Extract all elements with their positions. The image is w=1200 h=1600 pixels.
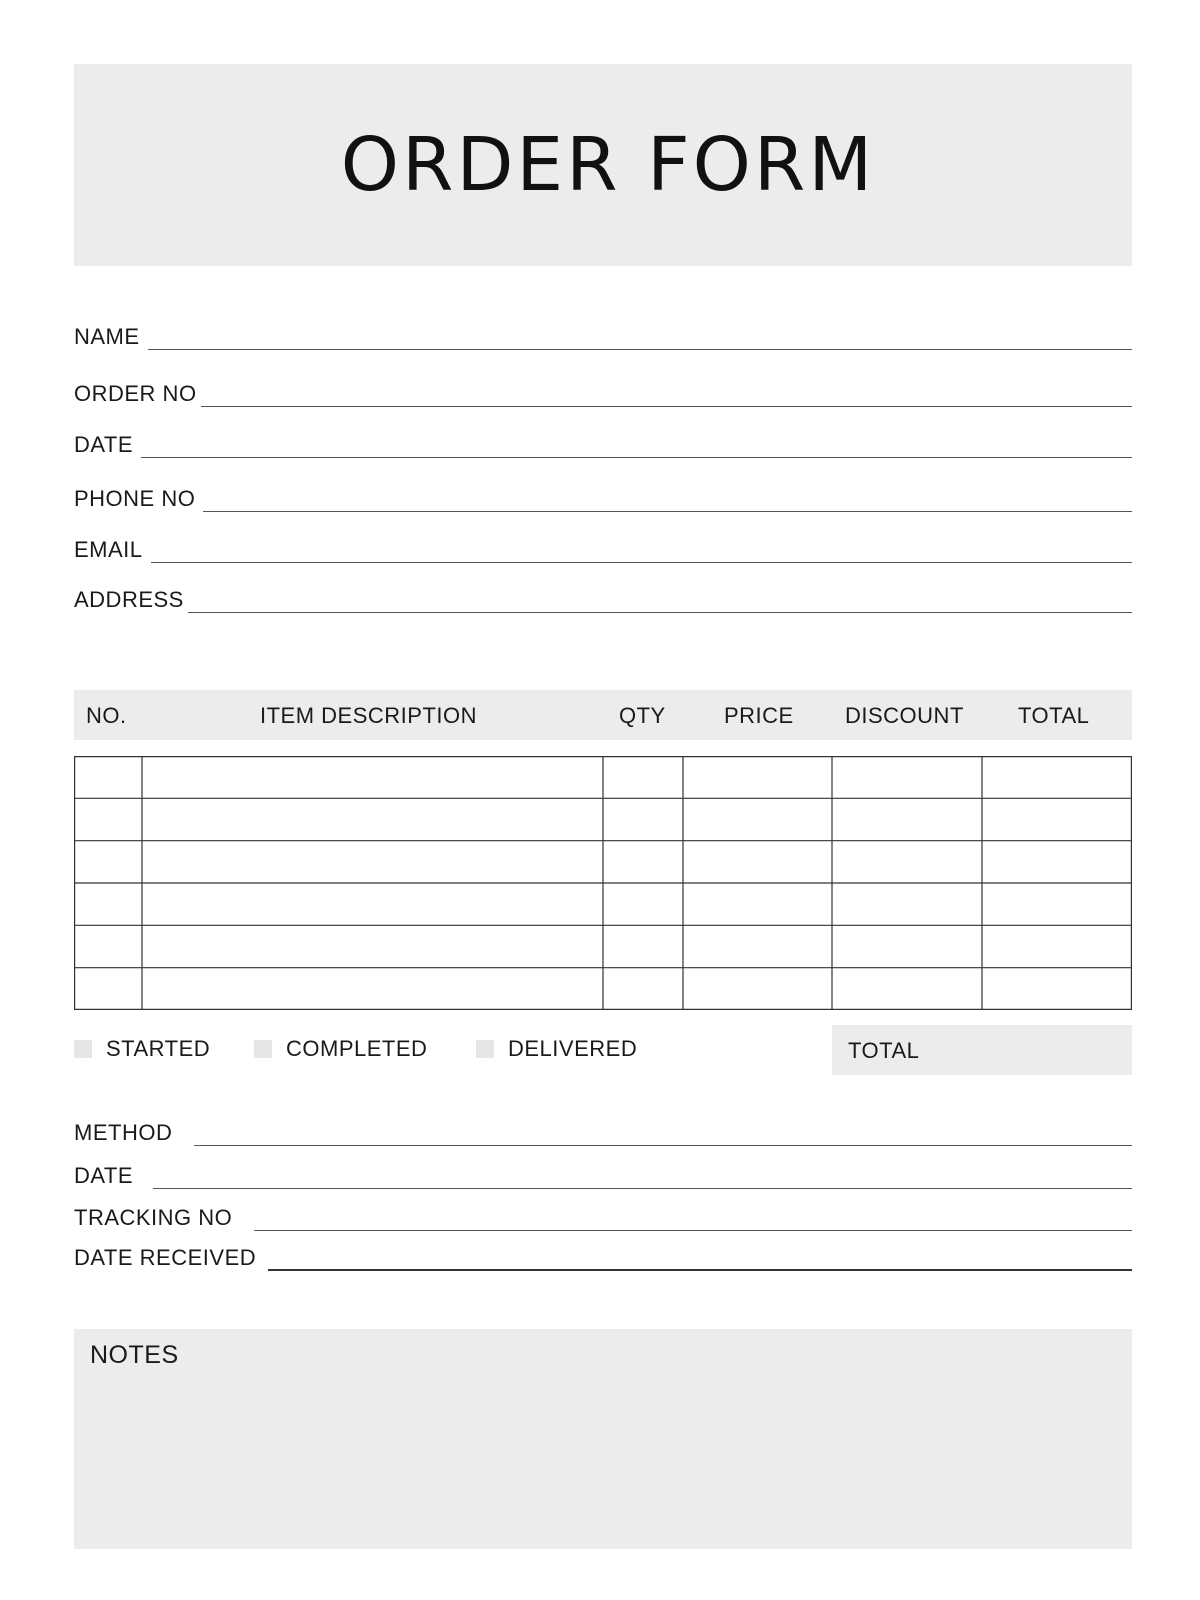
table-cell[interactable]: [832, 883, 982, 925]
method-field[interactable]: [74, 1122, 1132, 1144]
notes-box[interactable]: [74, 1329, 1132, 1549]
tracking-no-input-line[interactable]: [254, 1230, 1132, 1231]
phone-no-input-line[interactable]: [203, 511, 1132, 512]
items-table-grid: [74, 756, 1132, 1010]
name-input-line[interactable]: [148, 349, 1132, 350]
table-cell[interactable]: [982, 798, 1132, 840]
order-no-field[interactable]: [74, 383, 1132, 405]
table-cell[interactable]: [982, 925, 1132, 967]
name-label: NAME: [74, 324, 140, 349]
header-qty: QTY: [619, 703, 666, 728]
header-no: NO.: [86, 703, 127, 728]
tracking-no-field[interactable]: [74, 1207, 1132, 1229]
table-cell[interactable]: [603, 925, 683, 967]
table-cell[interactable]: [603, 968, 683, 1010]
status-started[interactable]: [74, 1036, 210, 1062]
table-cell[interactable]: [74, 883, 142, 925]
started-checkbox[interactable]: [74, 1040, 92, 1058]
table-cell[interactable]: [832, 756, 982, 798]
table-cell[interactable]: [683, 841, 832, 883]
date-label: DATE: [74, 432, 134, 457]
tracking-no-label: TRACKING NO: [74, 1205, 233, 1230]
method-input-line[interactable]: [194, 1145, 1132, 1146]
address-label: ADDRESS: [74, 587, 184, 612]
table-cell[interactable]: [683, 756, 832, 798]
date-received-label: DATE RECEIVED: [74, 1245, 257, 1270]
status-delivered[interactable]: [476, 1036, 637, 1062]
table-cell[interactable]: [982, 756, 1132, 798]
table-cell[interactable]: [142, 883, 603, 925]
table-cell[interactable]: [74, 756, 142, 798]
order-no-label: ORDER NO: [74, 381, 197, 406]
email-field[interactable]: [74, 539, 1132, 561]
table-cell[interactable]: [142, 841, 603, 883]
date-field[interactable]: [74, 434, 1132, 456]
table-cell[interactable]: [142, 798, 603, 840]
table-cell[interactable]: [142, 925, 603, 967]
ship-date-field[interactable]: [74, 1165, 1132, 1187]
page-title: ORDER FORM: [340, 122, 876, 208]
table-cell[interactable]: [74, 841, 142, 883]
table-cell[interactable]: [683, 925, 832, 967]
title-banner: [74, 64, 1132, 266]
table-header: [74, 690, 1132, 740]
header-price: PRICE: [724, 703, 794, 728]
header-discount: DISCOUNT: [845, 703, 964, 728]
total-box[interactable]: [832, 1025, 1132, 1075]
table-cell[interactable]: [142, 968, 603, 1010]
table-cell[interactable]: [74, 925, 142, 967]
delivered-checkbox[interactable]: [476, 1040, 494, 1058]
address-input-line[interactable]: [188, 612, 1132, 613]
table-cell[interactable]: [832, 798, 982, 840]
table-cell[interactable]: [683, 968, 832, 1010]
table-cell[interactable]: [74, 798, 142, 840]
date-received-field[interactable]: [74, 1247, 1132, 1269]
table-cell[interactable]: [603, 756, 683, 798]
table-cell[interactable]: [982, 883, 1132, 925]
status-completed[interactable]: [254, 1036, 427, 1062]
email-label: EMAIL: [74, 537, 143, 562]
table-cell[interactable]: [603, 841, 683, 883]
table-cell[interactable]: [832, 841, 982, 883]
table-cell[interactable]: [142, 756, 603, 798]
phone-no-field[interactable]: [74, 488, 1132, 510]
table-cell[interactable]: [603, 798, 683, 840]
header-total: TOTAL: [1018, 703, 1090, 728]
notes-label: NOTES: [90, 1341, 179, 1369]
method-label: METHOD: [74, 1120, 173, 1145]
table-cell[interactable]: [832, 968, 982, 1010]
table-cell[interactable]: [603, 883, 683, 925]
header-item-description: ITEM DESCRIPTION: [260, 703, 478, 728]
email-input-line[interactable]: [151, 562, 1132, 563]
ship-date-input-line[interactable]: [153, 1188, 1132, 1189]
order-no-input-line[interactable]: [201, 406, 1132, 407]
completed-checkbox[interactable]: [254, 1040, 272, 1058]
started-label: STARTED: [106, 1036, 211, 1061]
ship-date-label: DATE: [74, 1163, 134, 1188]
address-field[interactable]: [74, 589, 1132, 611]
items-table[interactable]: [74, 756, 1132, 1010]
date-received-input-line[interactable]: [268, 1269, 1132, 1271]
delivered-label: DELIVERED: [508, 1036, 638, 1061]
completed-label: COMPLETED: [286, 1036, 428, 1061]
name-field[interactable]: [74, 326, 1132, 348]
table-cell[interactable]: [982, 841, 1132, 883]
table-cell[interactable]: [832, 925, 982, 967]
table-cell[interactable]: [982, 968, 1132, 1010]
total-label: TOTAL: [848, 1038, 920, 1063]
table-cell[interactable]: [683, 798, 832, 840]
phone-no-label: PHONE NO: [74, 486, 196, 511]
table-cell[interactable]: [683, 883, 832, 925]
date-input-line[interactable]: [141, 457, 1132, 458]
table-cell[interactable]: [74, 968, 142, 1010]
